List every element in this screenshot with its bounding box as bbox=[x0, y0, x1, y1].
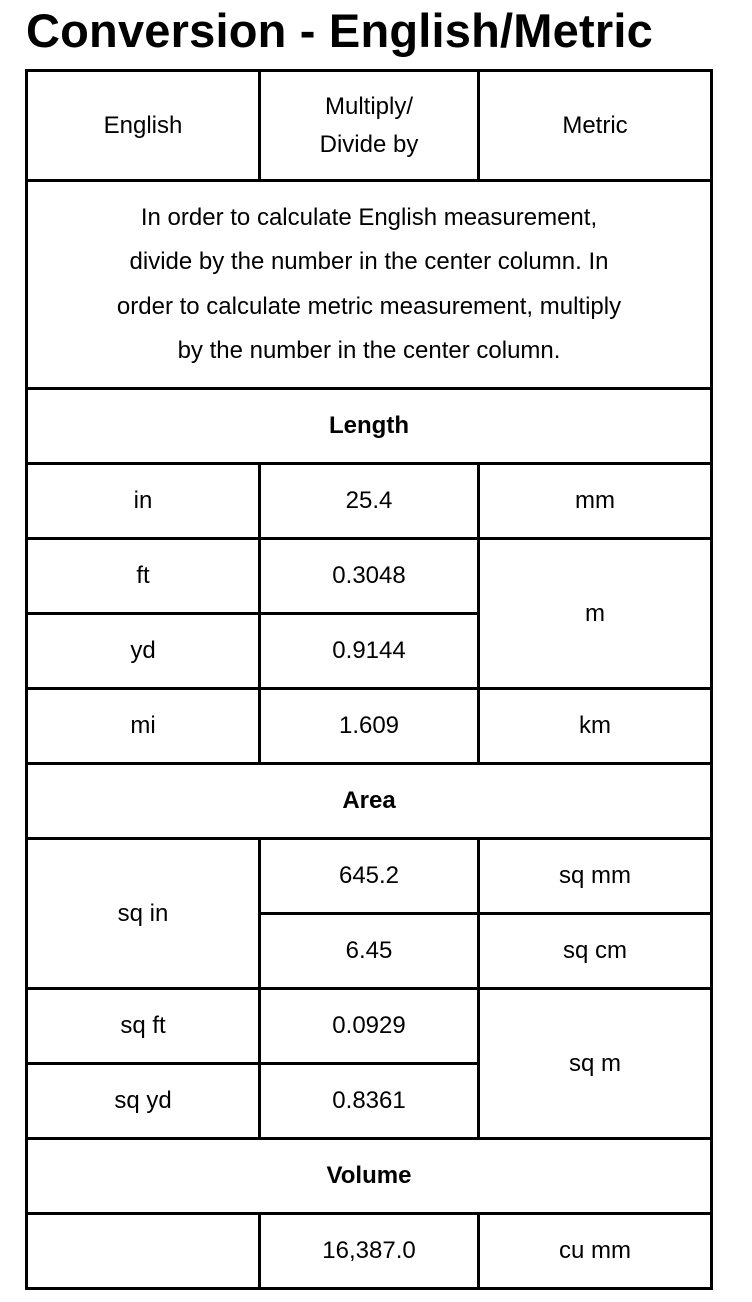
header-english: English bbox=[27, 71, 260, 181]
instructions-line: divide by the number in the center column. In bbox=[129, 248, 609, 275]
header-factor bbox=[260, 71, 479, 181]
metric-unit: km bbox=[479, 689, 712, 764]
section-title-volume: Volume bbox=[27, 1139, 712, 1214]
section-row-length bbox=[27, 389, 712, 464]
english-unit: yd bbox=[27, 614, 260, 689]
conversion-factor: 1.609 bbox=[260, 689, 479, 764]
english-unit: sq yd bbox=[27, 1064, 260, 1139]
conversion-factor: 0.8361 bbox=[260, 1064, 479, 1139]
metric-unit: m bbox=[479, 539, 712, 689]
metric-unit: mm bbox=[479, 464, 712, 539]
section-row-volume bbox=[27, 1139, 712, 1214]
table-row bbox=[27, 464, 712, 539]
table-row bbox=[27, 839, 712, 914]
english-unit: mi bbox=[27, 689, 260, 764]
header-row bbox=[27, 71, 712, 181]
section-row-area bbox=[27, 764, 712, 839]
page-title: Conversion - English/Metric bbox=[26, 4, 653, 57]
conversion-factor: 16,387.0 bbox=[260, 1214, 479, 1289]
section-title-length: Length bbox=[27, 389, 712, 464]
table-row bbox=[27, 539, 712, 614]
section-title-area: Area bbox=[27, 764, 712, 839]
english-unit: sq in bbox=[27, 839, 260, 989]
table-row bbox=[27, 989, 712, 1064]
instructions-row bbox=[27, 181, 712, 389]
conversion-table bbox=[25, 69, 713, 1290]
english-unit bbox=[27, 1214, 260, 1289]
conversion-factor: 25.4 bbox=[260, 464, 479, 539]
conversion-factor: 0.3048 bbox=[260, 539, 479, 614]
table-row bbox=[27, 689, 712, 764]
english-unit: sq ft bbox=[27, 989, 260, 1064]
metric-unit: cu mm bbox=[479, 1214, 712, 1289]
instructions-line: In order to calculate English measurement, bbox=[140, 203, 598, 231]
header-factor-line1: Multiply/ bbox=[324, 92, 414, 120]
header-metric: Metric bbox=[479, 71, 712, 181]
metric-unit: sq cm bbox=[479, 914, 712, 989]
metric-unit: sq mm bbox=[479, 839, 712, 914]
english-unit: in bbox=[27, 464, 260, 539]
conversion-factor: 0.9144 bbox=[260, 614, 479, 689]
conversion-factor: 6.45 bbox=[260, 914, 479, 989]
header-factor-line2: Divide by bbox=[319, 130, 419, 158]
conversion-factor: 645.2 bbox=[260, 839, 479, 914]
conversion-factor: 0.0929 bbox=[260, 989, 479, 1064]
instructions-line: order to calculate metric measurement, multiply bbox=[116, 292, 622, 320]
metric-unit: sq m bbox=[479, 989, 712, 1139]
instructions-line: by the number in the center column. bbox=[177, 337, 561, 364]
instructions bbox=[27, 181, 712, 389]
table-row bbox=[27, 1214, 712, 1289]
english-unit: ft bbox=[27, 539, 260, 614]
